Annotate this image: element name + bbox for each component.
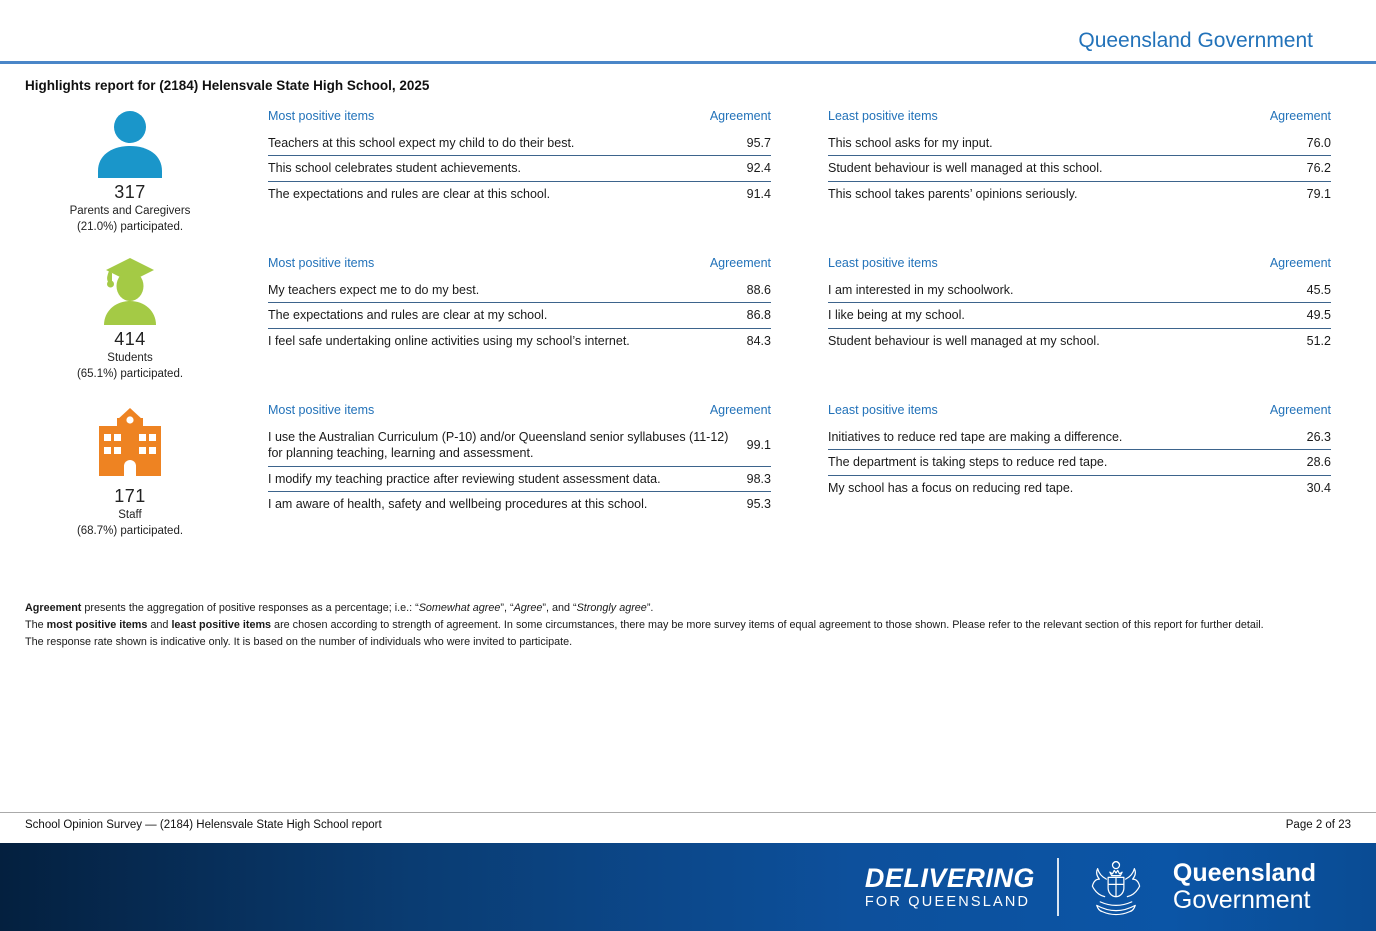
banner-content bbox=[865, 843, 1316, 931]
footnote-segment: and bbox=[147, 619, 172, 631]
agreement-value: 76.0 bbox=[1306, 136, 1331, 151]
footnote-segment: ”, “ bbox=[500, 602, 514, 614]
survey-item-text: This school celebrates student achievements. bbox=[268, 161, 521, 176]
agreement-header: Agreement bbox=[709, 403, 771, 417]
survey-item-text: Initiatives to reduce red tape are making a difference. bbox=[828, 430, 1123, 444]
footnote-segment: Agreement bbox=[25, 602, 82, 614]
page-footer bbox=[25, 819, 1351, 831]
agreement-value: 91.4 bbox=[746, 186, 771, 201]
agreement-value: 76.2 bbox=[1306, 161, 1331, 176]
table-header bbox=[268, 253, 771, 278]
queensland-coat-of-arms-icon bbox=[1081, 856, 1151, 918]
queensland-government-banner bbox=[0, 843, 1376, 931]
agreement-value: 84.3 bbox=[746, 333, 771, 348]
section-parents bbox=[25, 106, 1331, 235]
survey-item-text: The expectations and rules are clear at my school. bbox=[268, 308, 548, 323]
table-header bbox=[828, 253, 1331, 278]
table-row bbox=[268, 156, 771, 181]
delivering-for-queensland-logo bbox=[864, 862, 1035, 910]
table-row bbox=[828, 303, 1331, 328]
table-header bbox=[828, 400, 1331, 425]
agreement-value: 30.4 bbox=[1306, 480, 1331, 495]
table-header bbox=[268, 106, 771, 131]
footer-report-name: School Opinion Survey — (2184) Helensvale State High School report bbox=[25, 819, 382, 831]
survey-item-text: Student behaviour is well managed at my school. bbox=[828, 333, 1100, 348]
survey-item-text: The department is taking steps to reduce red tape. bbox=[828, 455, 1108, 470]
agreement-value: 49.5 bbox=[1306, 308, 1331, 323]
section-students bbox=[25, 253, 1331, 382]
school-building-icon bbox=[95, 404, 165, 484]
table-row bbox=[268, 329, 771, 353]
students-count: 414 bbox=[114, 329, 146, 349]
agreement-value: 86.8 bbox=[746, 308, 771, 323]
agreement-value: 51.2 bbox=[1306, 333, 1331, 348]
footnote-segment: least positive items bbox=[171, 619, 272, 631]
footnote-segment: ”, and “ bbox=[542, 602, 577, 614]
students-summary bbox=[25, 253, 235, 382]
header-divider bbox=[0, 61, 1376, 64]
survey-item-text: I am aware of health, safety and wellbeing procedures at this school. bbox=[268, 496, 648, 511]
table-header bbox=[268, 400, 771, 425]
parents-most-positive-table bbox=[268, 106, 771, 206]
staff-most-positive-table bbox=[268, 400, 771, 516]
agreement-header: Agreement bbox=[709, 256, 771, 270]
parents-group-label: Parents and Caregivers bbox=[69, 205, 191, 217]
agreement-header: Agreement bbox=[709, 109, 771, 123]
section-staff bbox=[25, 400, 1331, 539]
footnote-response-rate bbox=[25, 634, 1355, 651]
agreement-value: 92.4 bbox=[746, 161, 771, 176]
queensland-government-wordmark: Queensland Government bbox=[1078, 29, 1313, 52]
agreement-value: 45.5 bbox=[1306, 283, 1331, 298]
survey-item-text: My teachers expect me to do my best. bbox=[268, 283, 480, 297]
footnote-segment: are chosen according to strength of agreement. In some circumstances, there may be more survey items of equal agreement to those shown. Please refer to the relevant section of this report for further detail. bbox=[271, 619, 1264, 631]
agreement-value: 98.3 bbox=[746, 471, 771, 486]
agreement-header: Agreement bbox=[1269, 403, 1331, 417]
parents-least-positive-table bbox=[828, 106, 1331, 206]
government-text: Government bbox=[1172, 886, 1311, 914]
agreement-value: 95.7 bbox=[746, 136, 771, 151]
agreement-value: 95.3 bbox=[746, 496, 771, 511]
agreement-value: 28.6 bbox=[1306, 455, 1331, 470]
staff-least-positive-table bbox=[828, 400, 1331, 500]
agreement-header: Agreement bbox=[1269, 109, 1331, 123]
footnotes bbox=[25, 600, 1355, 651]
agreement-value: 99.1 bbox=[746, 438, 771, 453]
footnote-segment: Strongly agree bbox=[576, 602, 647, 614]
survey-item-text: I like being at my school. bbox=[828, 308, 965, 323]
most-positive-header: Most positive items bbox=[268, 256, 375, 270]
footnote-segment: The response rate shown is indicative only. It is based on the number of individuals who were invited to participate. bbox=[25, 636, 573, 648]
agreement-value: 88.6 bbox=[746, 283, 771, 298]
table-row bbox=[828, 450, 1331, 475]
agreement-header: Agreement bbox=[1269, 256, 1331, 270]
staff-count: 171 bbox=[114, 486, 146, 506]
least-positive-header: Least positive items bbox=[828, 256, 938, 270]
student-graduate-icon bbox=[95, 257, 165, 327]
least-positive-header: Least positive items bbox=[828, 403, 938, 417]
survey-item-text: My school has a focus on reducing red tape. bbox=[828, 480, 1074, 495]
table-row bbox=[268, 425, 771, 467]
footnote-segment: The bbox=[25, 619, 47, 631]
survey-item-text: I use the Australian Curriculum (P-10) and/or Queensland senior syllabuses (11-12) for planning teaching, learning and assessment. bbox=[268, 430, 729, 461]
survey-item-text: I am interested in my schoolwork. bbox=[828, 283, 1014, 297]
table-row bbox=[268, 131, 771, 156]
footer-page-number: Page 2 of 23 bbox=[1285, 819, 1351, 831]
students-most-positive-table bbox=[268, 253, 771, 353]
staff-summary bbox=[25, 400, 235, 539]
parent-person-icon bbox=[95, 110, 165, 180]
table-row bbox=[828, 182, 1331, 206]
delivering-text: DELIVERING bbox=[864, 862, 1035, 893]
footnote-segment: ”. bbox=[646, 602, 654, 614]
table-row bbox=[828, 156, 1331, 181]
survey-item-text: This school asks for my input. bbox=[828, 136, 993, 150]
students-group-label: Students bbox=[107, 352, 153, 364]
survey-item-text: This school takes parents’ opinions seriously. bbox=[828, 186, 1078, 201]
banner-divider bbox=[1057, 858, 1059, 916]
survey-item-text: I feel safe undertaking online activities using my school’s internet. bbox=[268, 333, 630, 348]
parents-summary bbox=[25, 106, 235, 235]
parents-participation: (21.0%) participated. bbox=[76, 221, 184, 233]
footnote-segment: Agree bbox=[513, 602, 543, 614]
queensland-text: Queensland bbox=[1172, 859, 1316, 887]
most-positive-header: Most positive items bbox=[268, 109, 375, 123]
footer-divider bbox=[0, 812, 1376, 813]
table-row bbox=[268, 182, 771, 206]
survey-item-text: The expectations and rules are clear at this school. bbox=[268, 186, 551, 201]
table-row bbox=[828, 476, 1331, 500]
footnote-segment: presents the aggregation of positive responses as a percentage; i.e.: “ bbox=[81, 602, 419, 614]
table-row bbox=[828, 425, 1331, 450]
table-row bbox=[268, 278, 771, 303]
for-queensland-text: FOR QUEENSLAND bbox=[864, 893, 1031, 910]
page-title: Highlights report for (2184) Helensvale State High School, 2025 bbox=[25, 78, 430, 93]
table-row bbox=[268, 303, 771, 328]
survey-item-text: Teachers at this school expect my child to do their best. bbox=[268, 136, 575, 150]
footnote-agreement-definition bbox=[25, 600, 1355, 617]
queensland-government-logo-text bbox=[1173, 860, 1316, 914]
table-row bbox=[828, 329, 1331, 353]
table-row bbox=[828, 278, 1331, 303]
table-row bbox=[268, 492, 771, 516]
staff-participation: (68.7%) participated. bbox=[76, 525, 184, 537]
most-positive-header: Most positive items bbox=[268, 403, 375, 417]
footnote-segment: most positive items bbox=[46, 619, 148, 631]
survey-item-text: I modify my teaching practice after reviewing student assessment data. bbox=[268, 471, 661, 486]
parents-count: 317 bbox=[114, 182, 146, 202]
table-row bbox=[268, 467, 771, 492]
table-row bbox=[828, 131, 1331, 156]
agreement-value: 79.1 bbox=[1306, 186, 1331, 201]
table-header bbox=[828, 106, 1331, 131]
footnote-segment: Somewhat agree bbox=[418, 602, 501, 614]
agreement-value: 26.3 bbox=[1306, 430, 1331, 445]
students-least-positive-table bbox=[828, 253, 1331, 353]
staff-group-label: Staff bbox=[118, 509, 142, 521]
least-positive-header: Least positive items bbox=[828, 109, 938, 123]
survey-item-text: Student behaviour is well managed at this school. bbox=[828, 161, 1103, 176]
footnote-item-selection bbox=[25, 617, 1355, 634]
students-participation: (65.1%) participated. bbox=[76, 368, 184, 380]
